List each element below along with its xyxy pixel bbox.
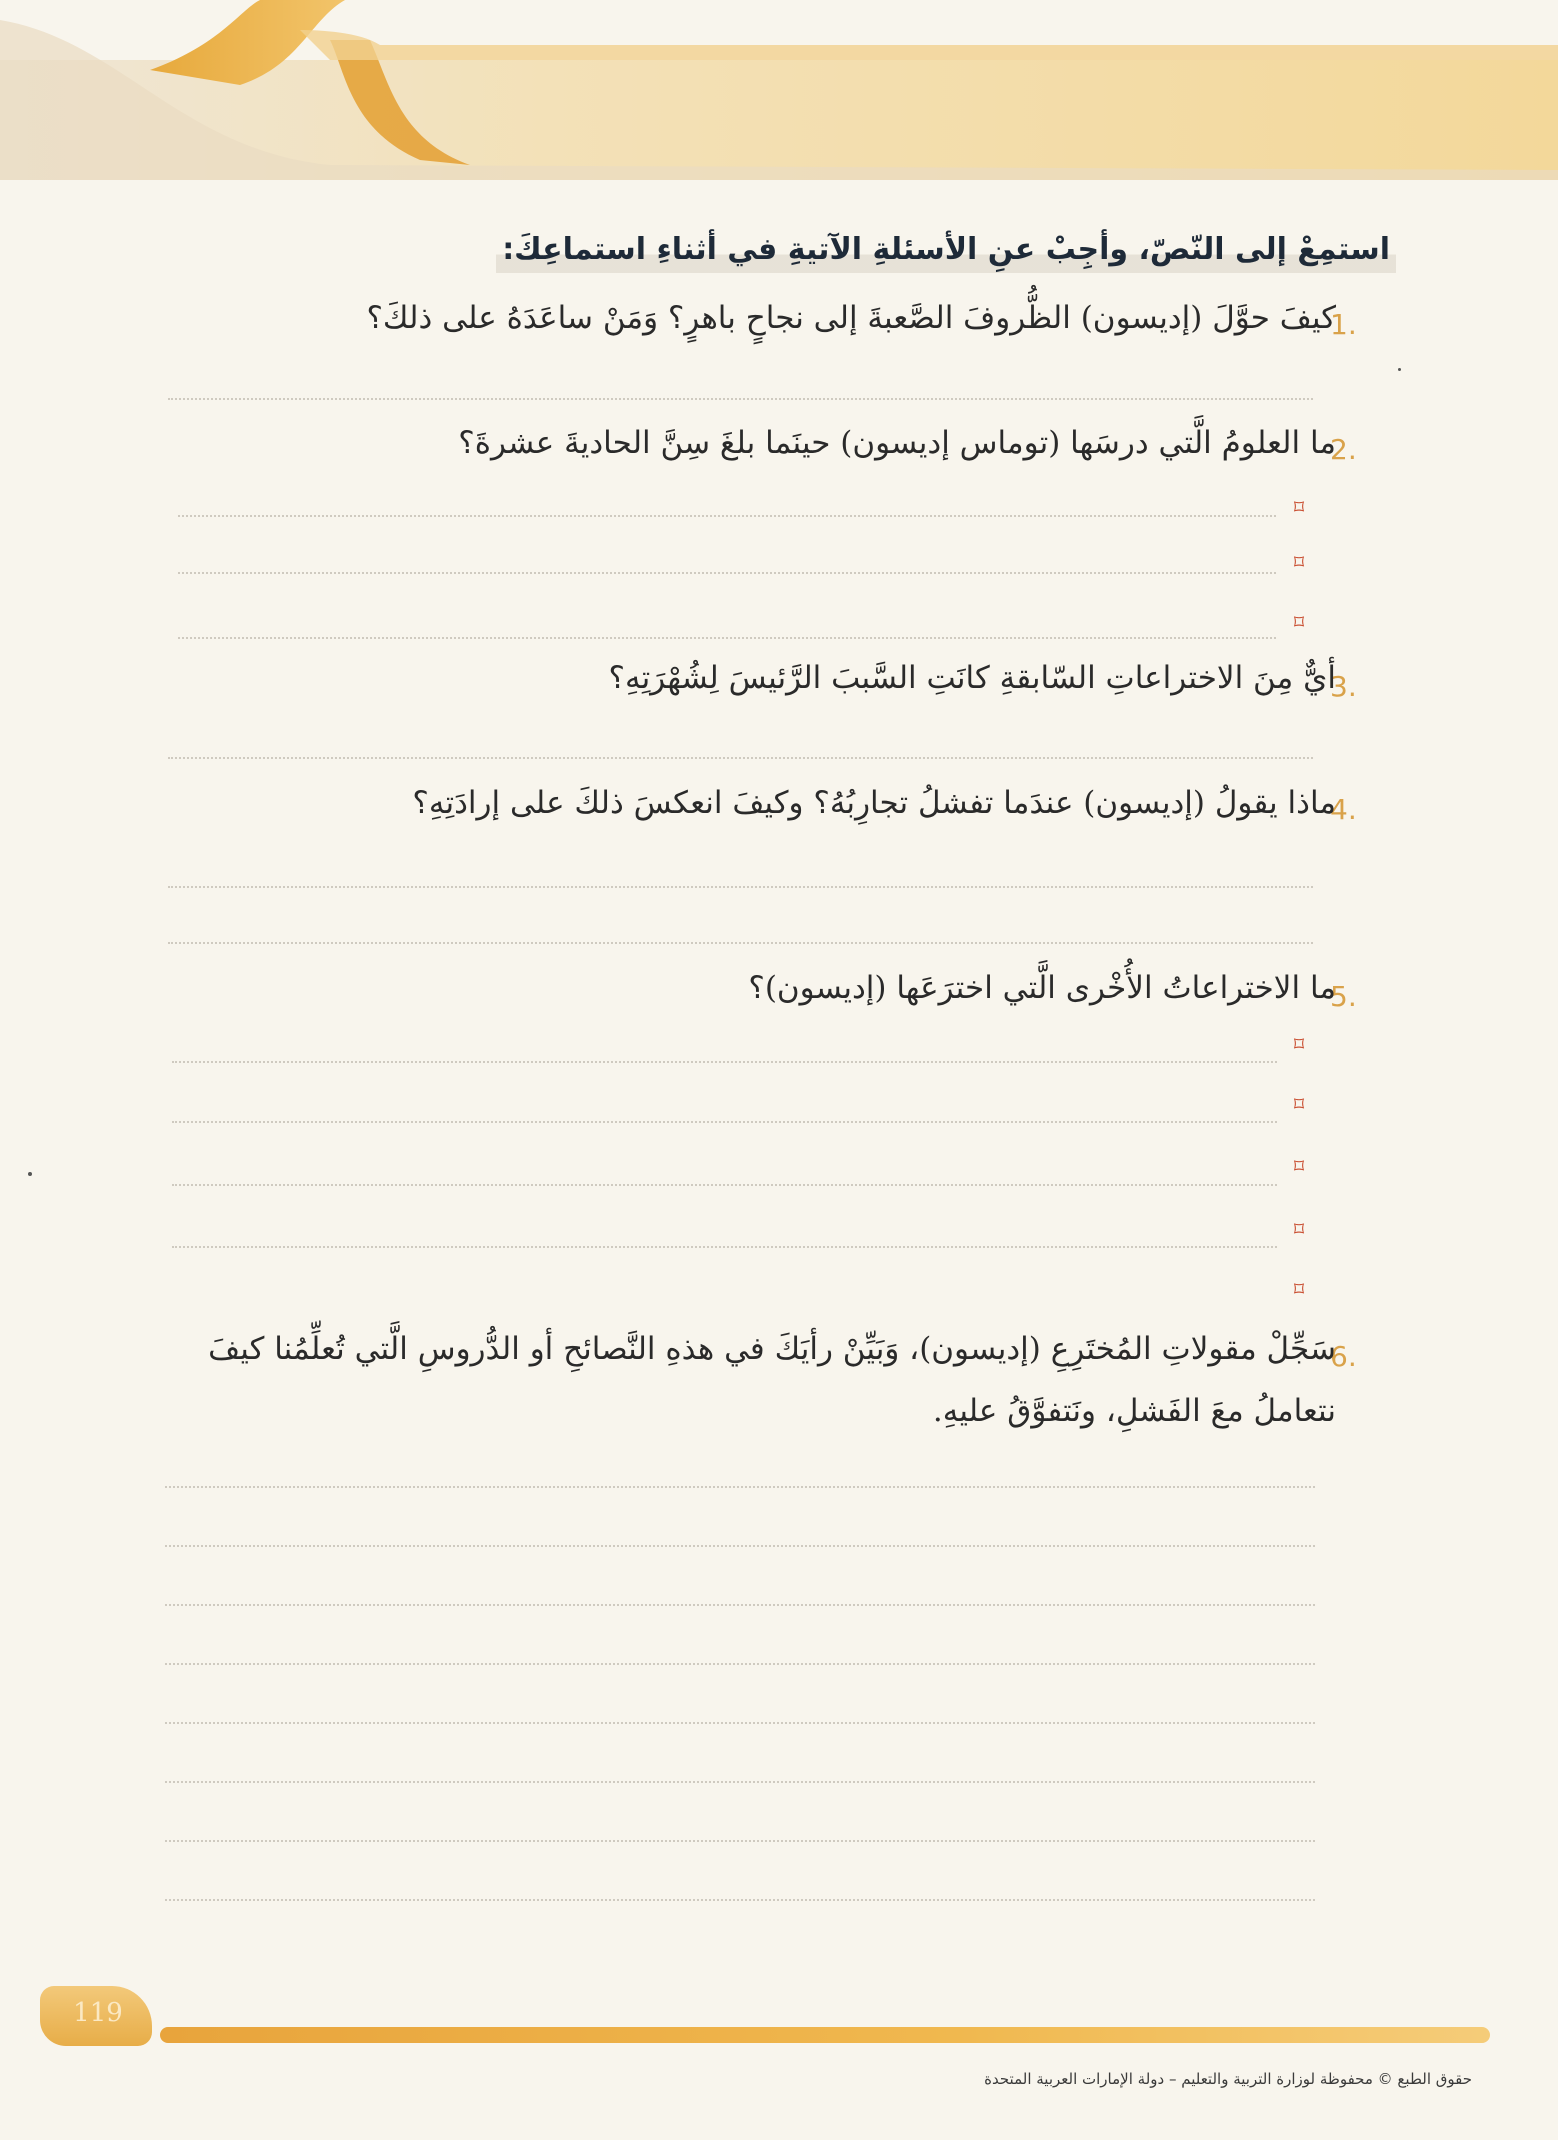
question-5-number: 5. <box>1330 980 1357 1013</box>
answer-line[interactable] <box>165 1840 1315 1842</box>
answer-line[interactable] <box>165 1899 1315 1901</box>
instruction-heading: استمِعْ إلى النّصّ، وأجِبْ عنِ الأسئلةِ الآتيةِ في أثناءِ استماعِكَ: <box>496 232 1396 273</box>
header-banner <box>0 0 1558 250</box>
answer-line[interactable] <box>172 1246 1277 1248</box>
question-4-text: ماذا يقولُ (إديسون) عندَما تفشلُ تجارِبُهُ؟ وكيفَ انعكسَ ذلكَ على إرادَتِهِ؟ <box>412 785 1336 821</box>
square-star-bullet-icon: ⌑ <box>1293 1092 1305 1116</box>
square-star-bullet-icon: ⌑ <box>1293 1277 1305 1301</box>
question-1-number: 1. <box>1330 308 1357 341</box>
answer-line[interactable] <box>172 1061 1277 1063</box>
question-2-number: 2. <box>1330 433 1357 466</box>
answer-line[interactable] <box>168 942 1313 944</box>
page-number: 119 <box>73 1998 123 2028</box>
question-1-text: كيفَ حوَّلَ (إديسون) الظُّروفَ الصَّعبةَ إلى نجاحٍ باهرٍ؟ وَمَنْ ساعَدَهُ على ذلكَ؟ <box>366 300 1336 336</box>
answer-line[interactable] <box>165 1781 1315 1783</box>
answer-line[interactable] <box>165 1722 1315 1724</box>
square-star-bullet-icon: ⌑ <box>1293 1154 1305 1178</box>
answer-line[interactable] <box>178 515 1276 517</box>
answer-line[interactable] <box>178 637 1276 639</box>
answer-line[interactable] <box>178 572 1276 574</box>
answer-line[interactable] <box>165 1604 1315 1606</box>
question-2-text: ما العلومُ الَّتي درسَها (توماس إديسون) حينَما بلغَ سِنَّ الحاديةَ عشرةَ؟ <box>458 425 1336 461</box>
scan-speck <box>1398 368 1401 371</box>
question-3-text: أيٌّ مِنَ الاختراعاتِ السّابقةِ كانَتِ السَّببَ الرَّئيسَ لِشُهْرَتِهِ؟ <box>608 660 1336 696</box>
answer-line[interactable] <box>165 1486 1315 1488</box>
square-star-bullet-icon: ⌑ <box>1293 495 1305 519</box>
answer-line[interactable] <box>168 398 1313 400</box>
answer-line[interactable] <box>172 1184 1277 1186</box>
question-6-number: 6. <box>1330 1340 1357 1373</box>
question-6-text: سَجِّلْ مقولاتِ المُختَرِعِ (إديسون)، وَبَيِّنْ رأيَكَ في هذهِ النَّصائحِ أو الدُّروسِ الَّتي تُعلِّمُنا كيفَ نتعاملُ معَ الفَشلِ، ونَتفوَّقُ عليهِ. <box>208 1331 1336 1429</box>
square-star-bullet-icon: ⌑ <box>1293 610 1305 634</box>
question-5-text: ما الاختراعاتُ الأُخْرى الَّتي اخترَعَها (إديسون)؟ <box>748 970 1336 1006</box>
answer-line[interactable] <box>165 1663 1315 1665</box>
scan-speck <box>28 1172 32 1176</box>
square-star-bullet-icon: ⌑ <box>1293 1217 1305 1241</box>
answer-line[interactable] <box>165 1545 1315 1547</box>
square-star-bullet-icon: ⌑ <box>1293 1032 1305 1056</box>
answer-line[interactable] <box>168 886 1313 888</box>
footer-bar <box>160 2027 1490 2043</box>
square-star-bullet-icon: ⌑ <box>1293 550 1305 574</box>
answer-line[interactable] <box>172 1121 1277 1123</box>
answer-line[interactable] <box>168 757 1313 759</box>
question-3-number: 3. <box>1330 670 1357 703</box>
copyright-notice: حقوق الطبع © محفوظة لوزارة التربية والتعليم – دولة الإمارات العربية المتحدة <box>984 2070 1472 2088</box>
question-4-number: 4. <box>1330 793 1357 826</box>
